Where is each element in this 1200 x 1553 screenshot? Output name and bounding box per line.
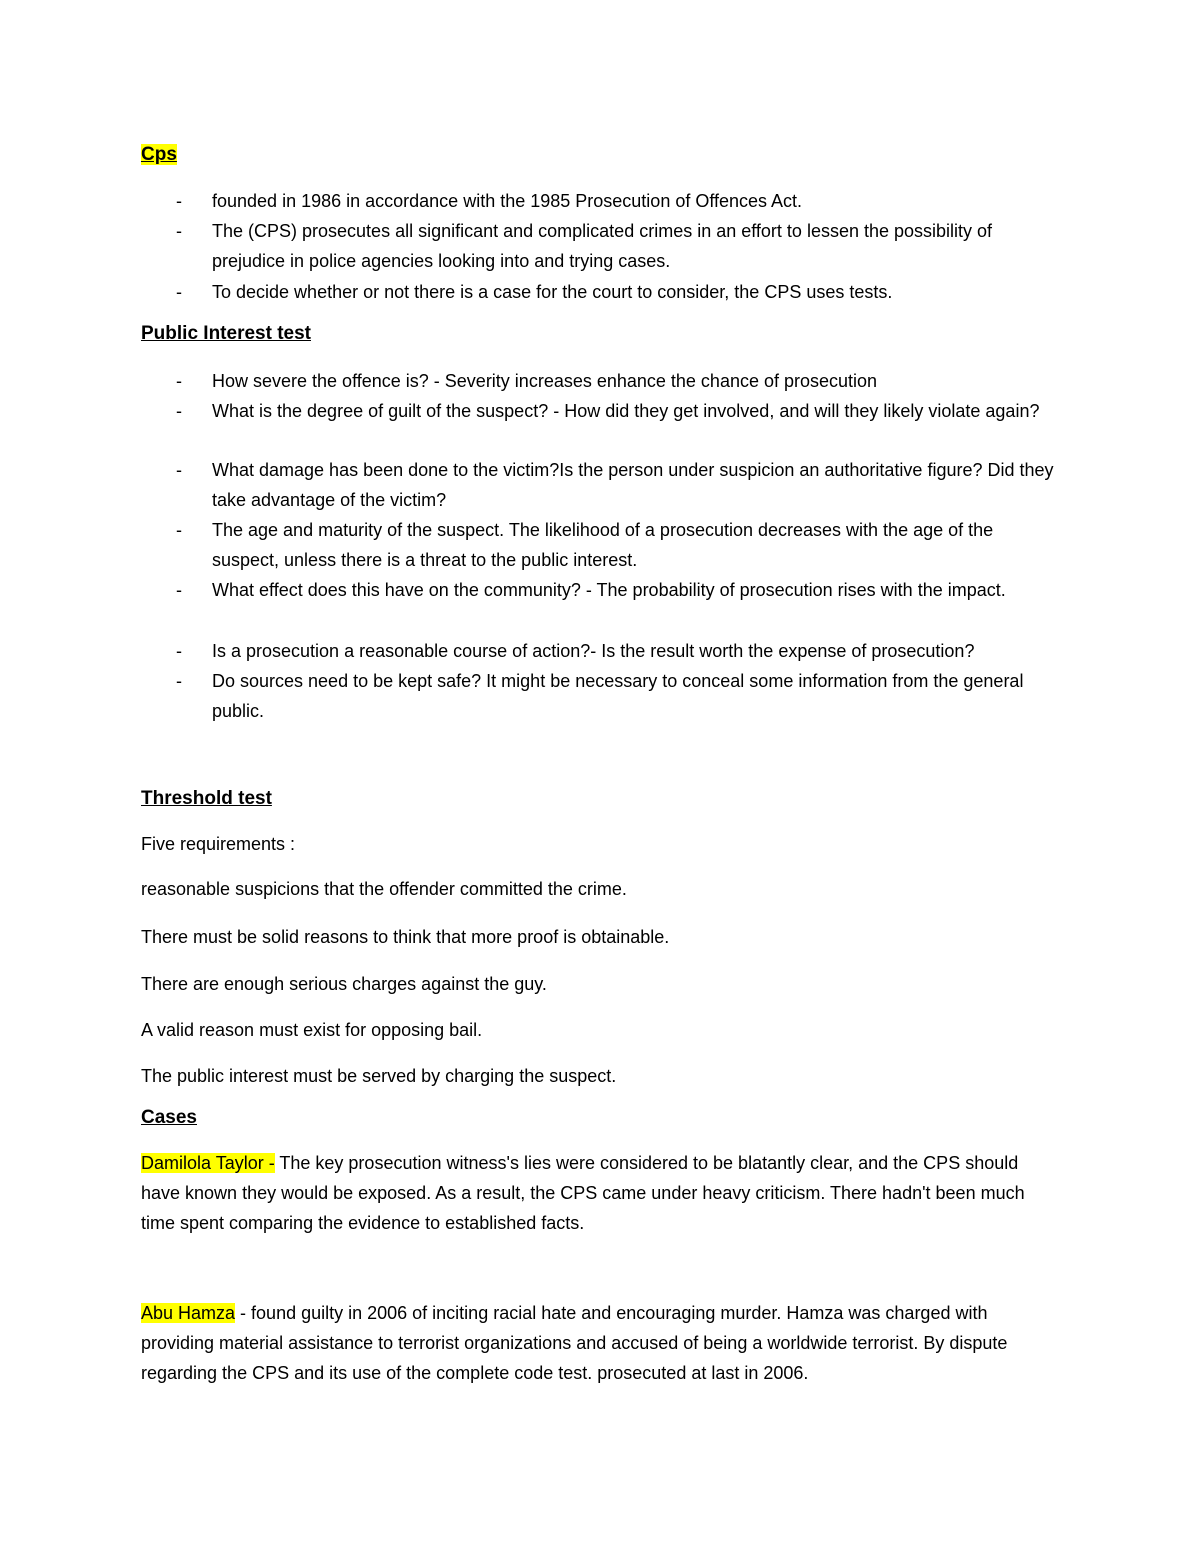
list-item-text: The age and maturity of the suspect. The likelihood of a prosecution decreases with the age of the suspect, unless there is a threat to the public interest. <box>212 520 994 570</box>
list-item-text: To decide whether or not there is a case for the court to consider, the CPS uses tests. <box>212 282 893 302</box>
list-item-text: How severe the offence is? - Severity increases enhance the chance of prosecution <box>212 371 878 391</box>
dash-bullet: - <box>176 371 182 391</box>
cases-heading: Cases <box>141 1107 197 1128</box>
list-item <box>176 636 1056 666</box>
case-text: The key prosecution witness's lies were considered to be blatantly clear, and the CPS should have known they would be exposed. As a result, the CPS came under heavy criticism. There hadn't been much time spent comparing the evidence to established facts. <box>141 1153 1025 1233</box>
list-item <box>176 277 1056 307</box>
dash-bullet: - <box>176 460 182 480</box>
requirement-item: The public interest must be served by charging the suspect. <box>141 1066 617 1086</box>
dash-bullet: - <box>176 520 182 540</box>
list-item-text: What damage has been done to the victim?Is the person under suspicion an authoritative figure? Did they take advantage of the victim? <box>212 460 1054 510</box>
list-item-text: What is the degree of guilt of the suspect? - How did they get involved, and will they likely violate again? <box>212 401 1040 421</box>
dash-bullet: - <box>176 191 182 211</box>
cps-heading <box>141 144 177 166</box>
list-item <box>176 396 1056 426</box>
public-interest-heading: Public Interest test <box>141 323 311 344</box>
list-item <box>176 575 1056 605</box>
list-item <box>176 216 1056 276</box>
case-text: - found guilty in 2006 of inciting racial hate and encouraging murder. Hamza was charged with providing material assistance to terrorist organizations and accused of being a worldwide terrorist. By dispute regarding the CPS and its use of the complete code test. prosecuted at last in 2006. <box>141 1303 1008 1383</box>
list-item-text: founded in 1986 in accordance with the 1985 Prosecution of Offences Act. <box>212 191 803 211</box>
list-item <box>176 515 1056 575</box>
threshold-intro: Five requirements : <box>141 834 296 854</box>
list-item-text: What effect does this have on the community? - The probability of prosecution rises with the impact. <box>212 580 1006 600</box>
case-name-highlight: Abu Hamza <box>141 1303 236 1323</box>
case-name-highlight: Damilola Taylor - <box>141 1153 275 1173</box>
list-item-text: The (CPS) prosecutes all significant and complicated crimes in an effort to lessen the possibility of prejudice in police agencies looking into and trying cases. <box>212 221 993 271</box>
list-item <box>176 366 1056 396</box>
case-entry <box>141 1148 1061 1238</box>
dash-bullet: - <box>176 221 182 241</box>
dash-bullet: - <box>176 671 182 691</box>
requirement-item: reasonable suspicions that the offender committed the crime. <box>141 879 627 899</box>
case-entry <box>141 1298 1061 1388</box>
dash-bullet: - <box>176 641 182 661</box>
requirement-item: A valid reason must exist for opposing bail. <box>141 1020 483 1040</box>
requirement-item: There must be solid reasons to think that more proof is obtainable. <box>141 927 670 947</box>
list-item <box>176 455 1056 515</box>
list-item-text: Do sources need to be kept safe? It might be necessary to conceal some information from the general public. <box>212 671 1024 721</box>
list-item <box>176 186 1056 216</box>
dash-bullet: - <box>176 401 182 421</box>
dash-bullet: - <box>176 580 182 600</box>
list-item-text: Is a prosecution a reasonable course of action?- Is the result worth the expense of prosecution? <box>212 641 975 661</box>
dash-bullet: - <box>176 282 182 302</box>
list-item <box>176 666 1056 726</box>
cps-heading-highlight: Cps <box>141 144 177 165</box>
requirement-item: There are enough serious charges against the guy. <box>141 974 547 994</box>
threshold-heading: Threshold test <box>141 788 272 809</box>
